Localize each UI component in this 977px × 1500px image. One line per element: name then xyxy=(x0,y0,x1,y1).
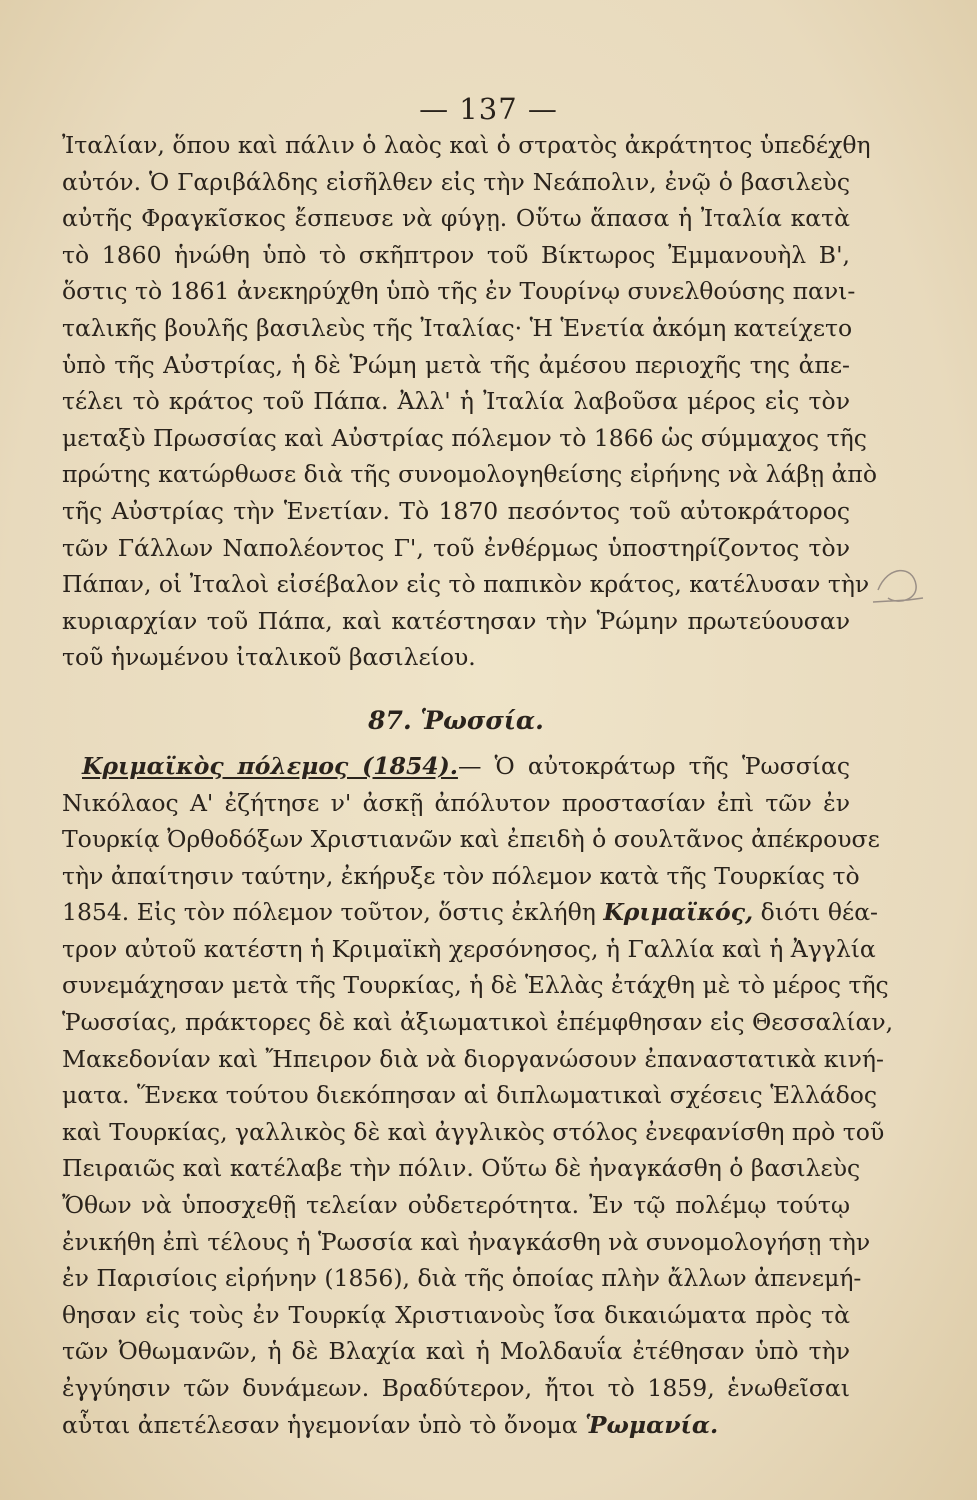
subhead-rest: — Ὁ αὐτοκράτωρ τῆς Ῥωσσίας xyxy=(457,751,851,780)
text-line: τὴν ἀπαίτησιν ταύτην, ἐκήρυξε τὸν πόλεμον κατὰ τῆς Τουρκίας τὸ xyxy=(62,861,860,890)
text-line: Πάπαν, οἱ Ἰταλοὶ εἰσέβαλον εἰς τὸ παπικὸν κράτος, κατέλυσαν τὴν xyxy=(62,570,870,599)
text-line: Ῥωσσίας, πράκτορες δὲ καὶ ἀξιωματικοὶ ἐπέμφθησαν εἰς Θεσσαλίαν, xyxy=(62,1008,894,1037)
subhead-line xyxy=(62,748,850,785)
text-line: ταλικῆς βουλῆς βασιλεὺς τῆς Ἰταλίας· Ἡ Ἑνετία ἀκόμη κατείχετο xyxy=(62,313,853,342)
text-line: ἐνικήθη ἐπὶ τέλους ἡ Ῥωσσία καὶ ἠναγκάσθη νὰ συνομολογήσῃ τὴν xyxy=(62,1227,871,1256)
text-line: Νικόλαος Α' ἐζήτησε ν' ἀσκῇ ἀπόλυτον προστασίαν ἐπὶ τῶν ἐν xyxy=(62,788,850,817)
text-line: ὅστις τὸ 1861 ἀνεκηρύχθη ὑπὸ τῆς ἐν Τουρίνῳ συνελθούσης πανι- xyxy=(62,277,856,306)
paragraph-italy xyxy=(62,127,877,676)
text-line: ἐγγύησιν τῶν δυνάμεων. Βραδύτερον, ἤτοι τὸ 1859, ἑνωθεῖσαι xyxy=(62,1374,850,1402)
text-line: κυριαρχίαν τοῦ Πάπα, καὶ κατέστησαν τὴν Ῥώμην πρωτεύουσαν xyxy=(62,606,850,635)
text-line: Τουρκίᾳ Ὀρθοδόξων Χριστιανῶν καὶ ἐπειδὴ ὁ σουλτᾶνος ἀπέκρουσε xyxy=(62,825,880,854)
text-segment: διότι θέα- xyxy=(760,898,878,927)
text-line: Ἰταλίαν, ὅπου καὶ πάλιν ὁ λαὸς καὶ ὁ στρατὸς ἀκράτητος ὑπεδέχθη xyxy=(62,131,871,159)
text-line: τέλει τὸ κράτος τοῦ Πάπα. Ἀλλ' ἡ Ἰταλία λαβοῦσα μέρος εἰς τὸν xyxy=(62,387,850,416)
text-line: πρώτης κατώρθωσε διὰ τῆς συνομολογηθείσης εἰρήνης νὰ λάβῃ ἀπὸ xyxy=(62,460,877,489)
paragraph-russia xyxy=(62,785,880,895)
text-line: Μακεδονίαν καὶ Ἤπειρον διὰ νὰ διοργανώσουν ἐπαναστατικὰ κινή- xyxy=(62,1044,884,1073)
text-line: τοῦ ἡνωμένου ἰταλικοῦ βασιλείου. xyxy=(62,643,476,672)
text-line xyxy=(62,1407,850,1444)
text-line: αὐτόν. Ὁ Γαριβάλδης εἰσῆλθεν εἰς τὴν Νεάπολιν, ἐνῷ ὁ βασιλεὺς xyxy=(62,167,850,196)
italic-term: Κριμαϊκός, xyxy=(603,898,754,927)
text-line: μεταξὺ Πρωσσίας καὶ Αὐστρίας πόλεμον τὸ 1866 ὡς σύμμαχος τῆς xyxy=(62,423,867,452)
text-line: ἐν Παρισίοις εἰρήνην (1856), διὰ τῆς ὁποίας πλὴν ἄλλων ἀπενεμή- xyxy=(62,1264,862,1293)
section-title: 87. Ῥωσσία. xyxy=(368,705,544,735)
text-line: τὸ 1860 ἡνώθη ὑπὸ τὸ σκῆπτρον τοῦ Βίκτωρος Ἐμμανουὴλ Β', xyxy=(62,240,850,269)
text-line: Πειραιῶς καὶ κατέλαβε τὴν πόλιν. Οὕτω δὲ ἠναγκάσθη ὁ βασιλεὺς xyxy=(62,1154,861,1183)
text-line xyxy=(62,894,878,931)
text-line: τῶν Γάλλων Ναπολέοντος Γ', τοῦ ἐνθέρμως ὑποστηρίζοντος τὸν xyxy=(62,533,850,562)
text-line: ματα. Ἕνεκα τούτου διεκόπησαν αἱ διπλωματικαὶ σχέσεις Ἑλλάδος xyxy=(62,1081,878,1110)
paragraph-russia-cont xyxy=(62,931,894,1407)
text-line: αὐτῆς Φραγκῖσκος ἔσπευσε νὰ φύγῃ. Οὕτω ἅπασα ἡ Ἰταλία κατὰ xyxy=(62,204,850,233)
italic-term: Ῥωμανία. xyxy=(585,1410,719,1439)
text-segment: αὗται ἀπετέλεσαν ἡγεμονίαν ὑπὸ τὸ ὄνομα xyxy=(62,1410,578,1439)
text-line: τρον αὐτοῦ κατέστη ἡ Κριμαϊκὴ χερσόνησος, ἡ Γαλλία καὶ ἡ Ἀγγλία xyxy=(62,934,876,963)
text-body xyxy=(62,127,894,1443)
text-line: τῆς Αὐστρίας τὴν Ἑνετίαν. Τὸ 1870 πεσόντος τοῦ αὐτοκράτορος xyxy=(62,496,850,525)
page-number: — 137 — xyxy=(419,92,558,126)
text-line: συνεμάχησαν μετὰ τῆς Τουρκίας, ἡ δὲ Ἑλλὰς ἐτάχθη μὲ τὸ μέρος τῆς xyxy=(62,971,889,1000)
text-segment: 1854. Εἰς τὸν πόλεμον τοῦτον, ὅστις ἐκλήθη xyxy=(62,898,596,927)
text-line: Ὄθων νὰ ὑποσχεθῇ τελείαν οὐδετερότητα. Ἐν τῷ πολέμῳ τούτῳ xyxy=(62,1191,850,1220)
text-line: καὶ Τουρκίας, γαλλικὸς δὲ καὶ ἀγγλικὸς στόλος ἐνεφανίσθη πρὸ τοῦ xyxy=(62,1117,885,1146)
text-line: ὑπὸ τῆς Αὐστρίας, ἡ δὲ Ῥώμη μετὰ τῆς ἀμέσου περιοχῆς της ἀπε- xyxy=(62,350,850,379)
text-line: θησαν εἰς τοὺς ἐν Τουρκίᾳ Χριστιανοὺς ἴσα δικαιώματα πρὸς τὰ xyxy=(62,1300,850,1329)
subhead: Κριμαϊκὸς πόλεμος (1854). xyxy=(82,751,458,780)
text-line: τῶν Ὀθωμανῶν, ἡ δὲ Βλαχία καὶ ἡ Μολδαυΐα ἐτέθησαν ὑπὸ τὴν xyxy=(62,1337,850,1366)
pencil-margin-mark xyxy=(868,560,928,620)
